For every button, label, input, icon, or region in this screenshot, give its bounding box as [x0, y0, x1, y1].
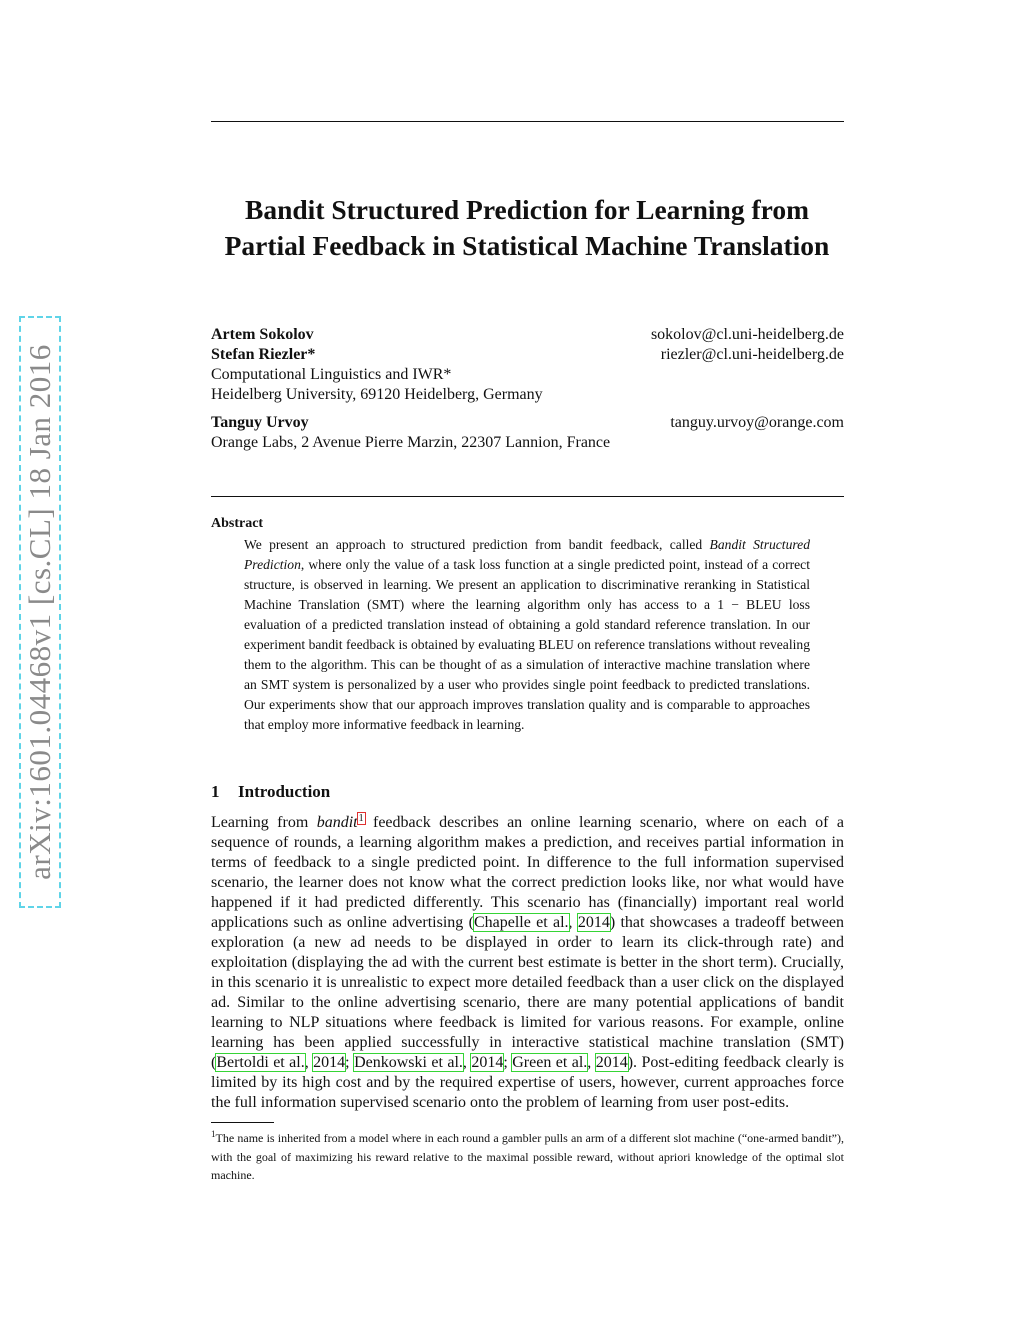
intro-paragraph: Learning from bandit$^1$ feedback describes an online learning scenario, where on each of a sequence of rounds, a learning algorithm makes a prediction, and receives partial information in terms of feedback to a single predicted point. In difference to the full information supervised scenario, the learner does not know what the correct prediction looks like, nor what would have happened if it had predicted differently. This scenario has (financially) important real world applications such as online advertising (Chapelle et al., 2014) that showcases a tradeoff between exploration (a new ad needs to be displayed in order to learn its click-through rate) and exploitation (displaying the ad with the current best estimate is better in the short term). Crucially, in this scenario it is unrealistic to expect more detailed feedback than a user click on the displayed ad. Similar to the online advertising scenario, there are many potential applications of bandit learning to NLP situations where feedback is limited for various reasons. For example, online learning has been applied successfully in interactive statistical machine translation (SMT) (Bertoldi et al., 2014; Denkowski et al., 2014; Green et al., 2014). Post-editing feedback clearly is limited by its high cost and by the required expertise of users, however, current approaches force the full information supervised scenario onto the problem of learning from user post-edits.	[211, 812, 845, 1111]
citation-link[interactable]: 2014	[577, 914, 610, 931]
abstract-emphasis: Bandit Structured Prediction	[244, 537, 810, 572]
author-email[interactable]: riezler@cl.uni-heidelberg.de	[660, 346, 844, 363]
title-line-1: Bandit Structured Prediction for Learning from	[245, 194, 809, 225]
footnote-rule	[211, 1122, 274, 1123]
title-line-2: Partial Feedback in Statistical Machine Translation	[224, 230, 830, 261]
footnote-link[interactable]: 1	[358, 812, 364, 824]
abstract-part: , where only the value of a task loss function at a single predicted point, instead of a correct structure, is observed in learning. We present an application to discriminative reranking in Statistical Machine Translation (SMT) where the learning algorithm only has access to a 1 − BLEU loss evaluation of a predicted translation instead of obtaining a gold standard reference translation. In our experiment bandit feedback is obtained by evaluating BLEU on reference translations without revealing them to the algorithm. This can be thought of as a simulation of interactive machine translation where an SMT system is personalized by a user who provides single point feedback to predicted translations. Our experiments show that our approach improves translation quality and is comparable to approaches that employ more informative feedback in learning.	[244, 557, 810, 732]
abstract-text	[244, 535, 810, 735]
citation-link[interactable]: Bertoldi et al.	[216, 1054, 305, 1071]
abstract-part: We present an approach to structured prediction from bandit feedback, called	[244, 537, 710, 552]
citation-link[interactable]: Denkowski et al.	[354, 1054, 463, 1071]
author-email[interactable]: sokolov@cl.uni-heidelberg.de	[650, 326, 844, 343]
section-title: Introduction	[238, 782, 331, 801]
paper-title	[150, 192, 904, 264]
abstract-heading: Abstract	[211, 516, 264, 531]
footnote-text: The name is inherited from a model where in each round a gambler pulls an arm of a different slot machine (“one-armed bandit”), with the goal of maximizing his reward relative to the maximal possible reward, without apriori knowledge of the optimal slot machine.	[211, 1131, 844, 1182]
citation-link[interactable]: 2014	[471, 1054, 504, 1071]
top-rule	[211, 121, 844, 122]
author-name: Tanguy Urvoy	[211, 414, 309, 431]
author-name: Stefan Riezler*	[211, 346, 316, 363]
author-email[interactable]: tanguy.urvoy@orange.com	[670, 414, 844, 431]
affiliation-line: Heidelberg University, 69120 Heidelberg, Germany	[211, 386, 543, 403]
citation-link[interactable]: 2014	[595, 1054, 628, 1071]
text-run: feedback describes an online learning scenario, where on each of a sequence of rounds, a learning algorithm makes a prediction, and receives partial information in terms of feedback to a single predicted point. In difference to the full information supervised scenario, the learner does not know what the correct prediction looks like, nor what would have happened if it had predicted differently. This scenario has (financially) important real world applications such as online advertising (	[211, 814, 845, 931]
text-run: ) that showcases a tradeoff between exploration (a new ad needs to be displayed in order to learn its click-through rate) and exploitation (displaying the ad with the current best estimate is better in the short term). Crucially, in this scenario it is unrealistic to expect more detailed feedback than a user click on the displayed ad. Similar to the online advertising scenario, there are many potential applications of bandit learning to NLP situations where feedback is limited for various reasons. For example, online learning has been applied successfully in interactive statistical machine translation (SMT) (	[211, 914, 845, 1071]
emphasis: bandit	[316, 814, 358, 831]
section-number: 1	[211, 782, 220, 801]
text-run: ). Post-editing feedback clearly is limited by its high cost and by the required expertise of users, however, current approaches force the full information supervised scenario onto the problem of learning from user post-edits.	[211, 1054, 845, 1111]
footnote	[211, 1125, 844, 1185]
citation-link[interactable]: 2014	[313, 1054, 346, 1071]
footnote-mark: 1	[211, 1129, 216, 1139]
affiliation-line: Computational Linguistics and IWR*	[211, 366, 452, 383]
author-name: Artem Sokolov	[211, 326, 314, 343]
arxiv-identifier[interactable]: arXiv:1601.04468v1 [cs.CL] 18 Jan 2016	[20, 317, 60, 907]
citation-link[interactable]: Chapelle et al.	[473, 914, 569, 931]
header-rule	[211, 496, 844, 497]
author-row	[211, 413, 844, 433]
author-row	[211, 325, 844, 345]
author-block	[211, 325, 844, 453]
author-row	[211, 345, 844, 365]
text-run: Learning from	[211, 814, 317, 831]
section-heading	[211, 782, 330, 802]
affiliation-line: Orange Labs, 2 Avenue Pierre Marzin, 22307 Lannion, France	[211, 434, 611, 451]
citation-link[interactable]: Green et al.	[512, 1054, 588, 1071]
